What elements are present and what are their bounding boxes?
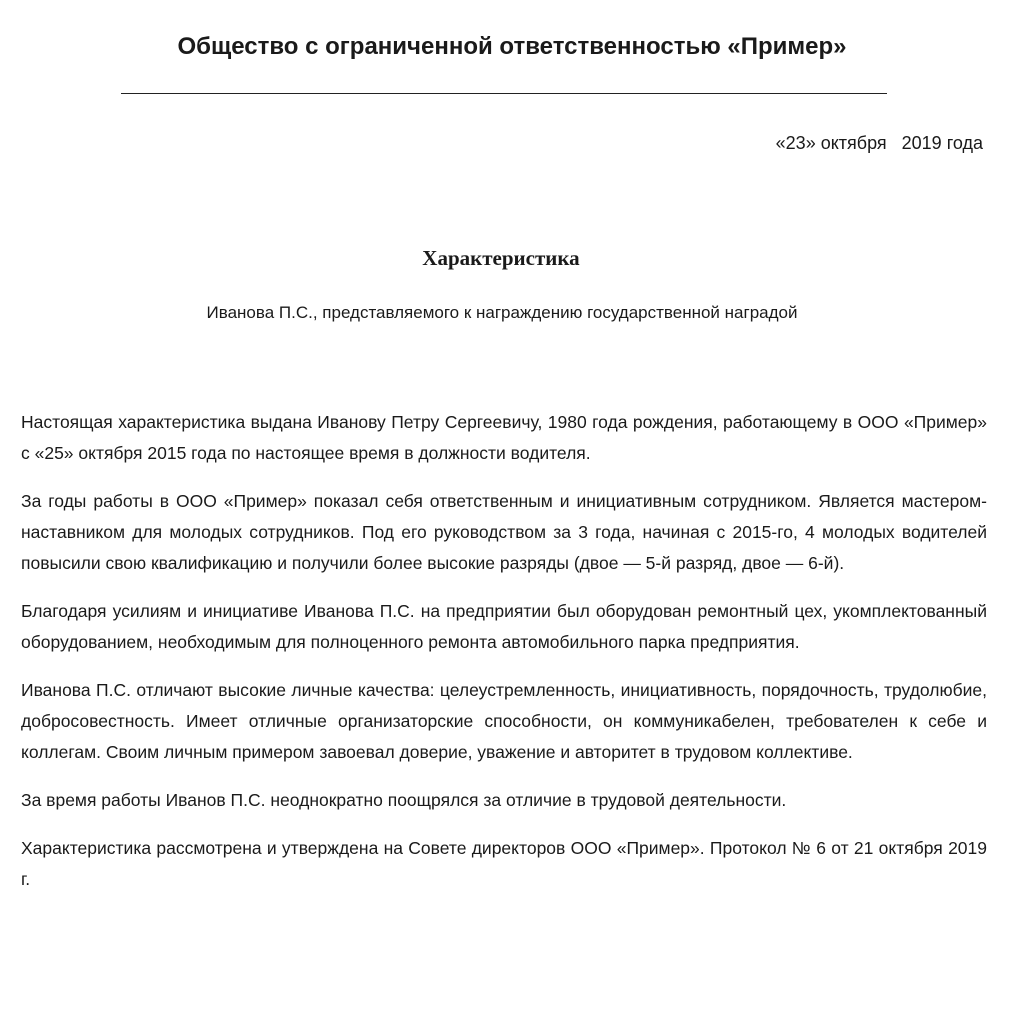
- document-date: «23» октября 2019 года: [775, 133, 983, 153]
- paragraph-mentoring: За годы работы в ООО «Пример» показал себя ответственным и инициативным сотрудником. Является мастером-наставником для молодых сотрудников. Под его руководством за 3 года, начиная с 2015-го, 4 молодых водителей повысили свою квалификацию и получили более высокие разряды (двое — 5-й разряд, двое — 6-й).: [21, 491, 987, 573]
- document-title: Характеристика: [422, 246, 580, 270]
- paragraph-workshop: Благодаря усилиям и инициативе Иванова П.С. на предприятии был оборудован ремонтный цех, укомплектованный оборудованием, необходимым для полноценного ремонта автомобильного парка предприятия.: [21, 601, 987, 652]
- paragraph-awards: За время работы Иванов П.С. неоднократно поощрялся за отличие в трудовой деятельности.: [21, 790, 787, 810]
- document-subtitle: Иванова П.С., представляемого к награждению государственной наградой: [206, 303, 798, 322]
- paragraph-approval: Характеристика рассмотрена и утверждена на Совете директоров ООО «Пример». Протокол № 6 от 21 октября 2019 г.: [21, 838, 987, 889]
- header-underline: [121, 93, 887, 94]
- organization-name: Общество с ограниченной ответственностью «Пример»: [177, 33, 847, 60]
- document-body: [21, 407, 987, 912]
- paragraph-employment: Настоящая характеристика выдана Иванову Петру Сергеевичу, 1980 года рождения, работающему в ООО «Пример» с «25» октября 2015 года по настоящее время в должности водителя.: [21, 412, 987, 463]
- paragraph-qualities: Иванова П.С. отличают высокие личные качества: целеустремленность, инициативность, порядочность, трудолюбие, добросовестность. Имеет отличные организаторские способности, он коммуникабелен, требователен к себе и коллегам. Своим личным примером завоевал доверие, уважение и авторитет в трудовом коллективе.: [21, 680, 987, 762]
